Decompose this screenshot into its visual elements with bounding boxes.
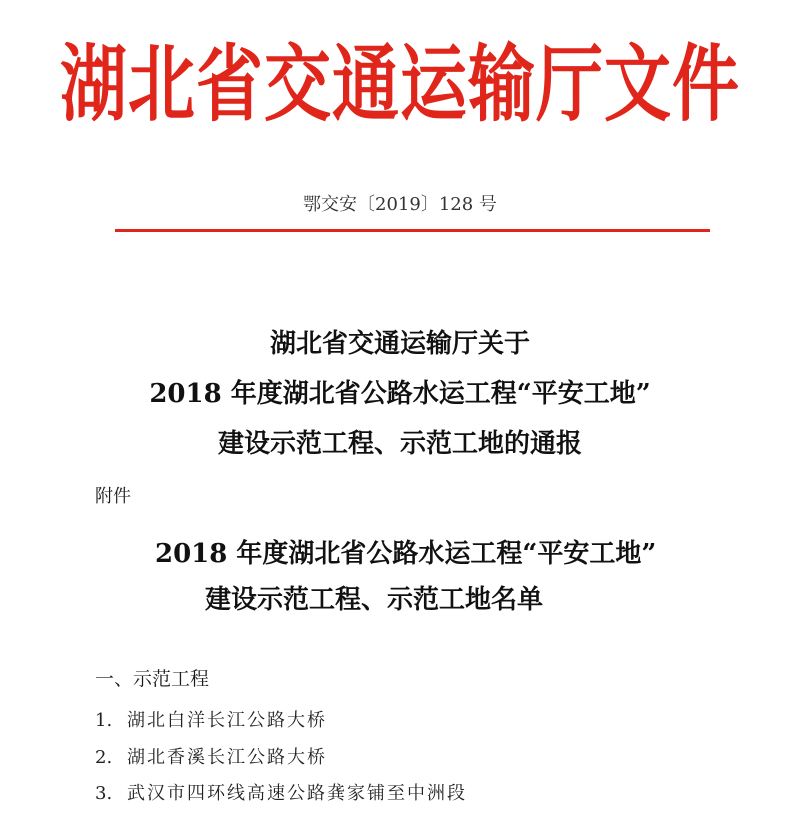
list-item-number: 1. [95, 710, 113, 731]
notice-title-line-2: 2018 年度湖北省公路水运工程“平安工地” [149, 379, 651, 409]
list-title-line-1: 2018 年度湖北省公路水运工程“平安工地” [155, 539, 657, 569]
section-heading: 一、示范工程 [95, 668, 210, 690]
red-divider-line [115, 229, 710, 232]
attachment-label: 附件 [95, 486, 131, 507]
list-item-number: 3. [95, 783, 113, 804]
list-title-line-2: 建设示范工程、示范工地名单 [205, 585, 544, 615]
list-item [95, 743, 327, 769]
list-item-text: 武汉市四环线高速公路龚家铺至中洲段 [127, 783, 467, 804]
notice-title-line-3: 建设示范工程、示范工地的通报 [217, 429, 582, 459]
list-item-text: 湖北香溪长江公路大桥 [127, 747, 327, 768]
notice-title-line-1: 湖北省交通运输厅关于 [269, 329, 530, 359]
list-item [95, 706, 327, 732]
document-masthead: 湖北省交通运输厅文件 [60, 35, 740, 133]
list-item-text: 湖北白洋长江公路大桥 [127, 710, 327, 731]
list-item-number: 2. [95, 747, 113, 768]
list-item [95, 779, 467, 805]
document-number: 鄂交安〔2019〕128 号 [303, 194, 497, 215]
